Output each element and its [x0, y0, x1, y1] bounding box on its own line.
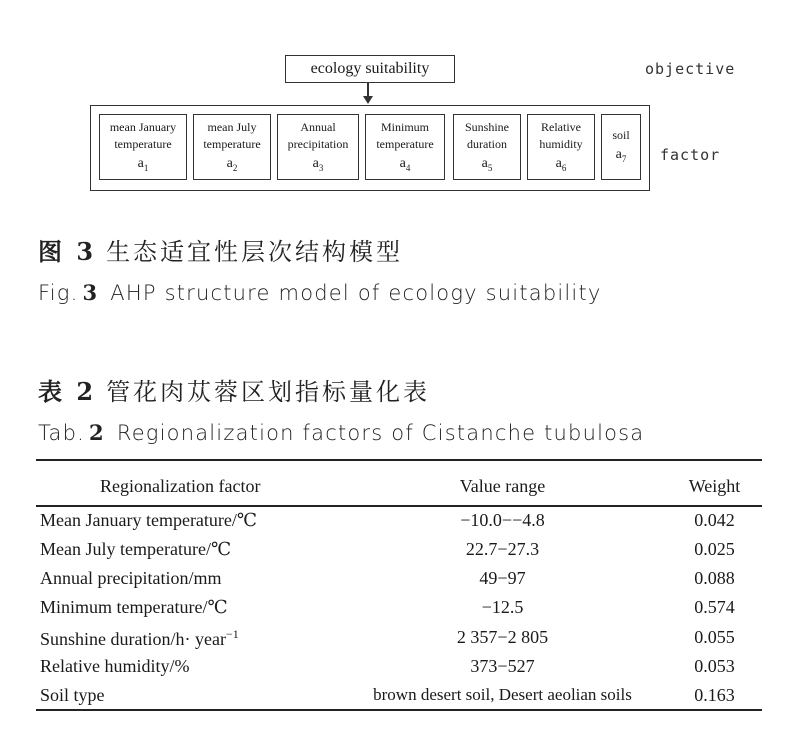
factor-line2: precipitation	[287, 137, 349, 151]
factor-symbol: $a_3$	[312, 156, 324, 173]
factor-box-a6	[527, 114, 595, 180]
factor-line2: temperature	[376, 137, 434, 151]
cell-weight: 0.042	[694, 510, 735, 530]
header-weight: Weight	[688, 476, 741, 496]
table-bottom-rule	[36, 709, 762, 711]
cell-weight: 0.163	[694, 685, 735, 705]
factor-symbol: $a_7$	[615, 147, 627, 164]
cell-range: −12.5	[481, 597, 524, 617]
header-factor: Regionalization factor	[100, 476, 261, 496]
factor-line1: Annual	[300, 120, 336, 134]
factor-line1: soil	[612, 128, 630, 142]
cell-range: 49−97	[479, 568, 526, 588]
cell-range: 22.7−27.3	[465, 539, 540, 559]
figure-caption-en: Fig. 3 AHP structure model of ecology suitability	[38, 280, 602, 305]
cell-factor: Mean July temperature/℃	[40, 539, 232, 559]
factor-symbol: $a_2$	[226, 156, 238, 173]
factor-group-box	[90, 105, 650, 191]
table-header-rule	[36, 505, 762, 507]
factor-line2: humidity	[539, 137, 583, 151]
table-caption-cn: 表 2 管花肉苁蓉区划指标量化表	[38, 377, 431, 406]
objective-box: ecology suitability	[285, 55, 455, 83]
cell-range: brown desert soil, Desert aeolian soils	[373, 685, 632, 704]
cell-weight: 0.574	[694, 597, 735, 617]
factor-symbol: $a_6$	[555, 156, 567, 173]
factor-box-a5	[453, 114, 521, 180]
factor-box-a4	[365, 114, 445, 180]
factor-symbol: $a_1$	[137, 156, 149, 173]
header-range: Value range	[459, 476, 546, 496]
ahp-diagram	[0, 0, 800, 210]
cell-weight: 0.055	[694, 627, 735, 647]
cell-range: −10.0−−4.8	[460, 510, 545, 530]
cell-factor: Soil type	[40, 685, 105, 705]
arrow-down-icon	[363, 96, 373, 104]
factor-symbol: $a_5$	[481, 156, 493, 173]
factor-line1: Minimum	[380, 120, 429, 134]
factor-line2: temperature	[114, 137, 172, 151]
table-caption-en: Tab. 2 Regionalization factors of Cistanche tubulosa	[38, 420, 645, 445]
factor-line2: temperature	[203, 137, 261, 151]
objective-label: objective	[645, 60, 736, 78]
factor-symbol: $a_4$	[399, 156, 411, 173]
cell-range: 373−527	[470, 656, 535, 676]
factor-line1: mean July	[207, 120, 257, 134]
cell-factor: Relative humidity/%	[40, 656, 190, 676]
cell-range: 2 357−2 805	[456, 627, 549, 647]
figure-caption-cn: 图 3 生态适宜性层次结构模型	[38, 237, 404, 266]
factor-box-a2	[193, 114, 271, 180]
factor-line1: mean January	[109, 120, 177, 134]
factor-line1: Relative	[541, 120, 581, 134]
factor-box-a1	[99, 114, 187, 180]
arrow-line	[367, 83, 369, 97]
factor-box-a3	[277, 114, 359, 180]
cell-weight: 0.053	[694, 656, 735, 676]
factor-box-a7	[601, 114, 641, 180]
cell-factor: Sunshine duration/h· year$^{-1}$	[40, 627, 239, 649]
cell-weight: 0.025	[694, 539, 735, 559]
factor-label: factor	[660, 146, 721, 164]
factor-line1: Sunshine	[464, 120, 509, 134]
table-top-rule	[36, 459, 762, 461]
cell-weight: 0.088	[694, 568, 735, 588]
factor-line2: duration	[467, 137, 507, 151]
cell-factor: Annual precipitation/mm	[40, 568, 222, 588]
cell-factor: Mean January temperature/℃	[40, 510, 258, 530]
cell-factor: Minimum temperature/℃	[40, 597, 228, 617]
